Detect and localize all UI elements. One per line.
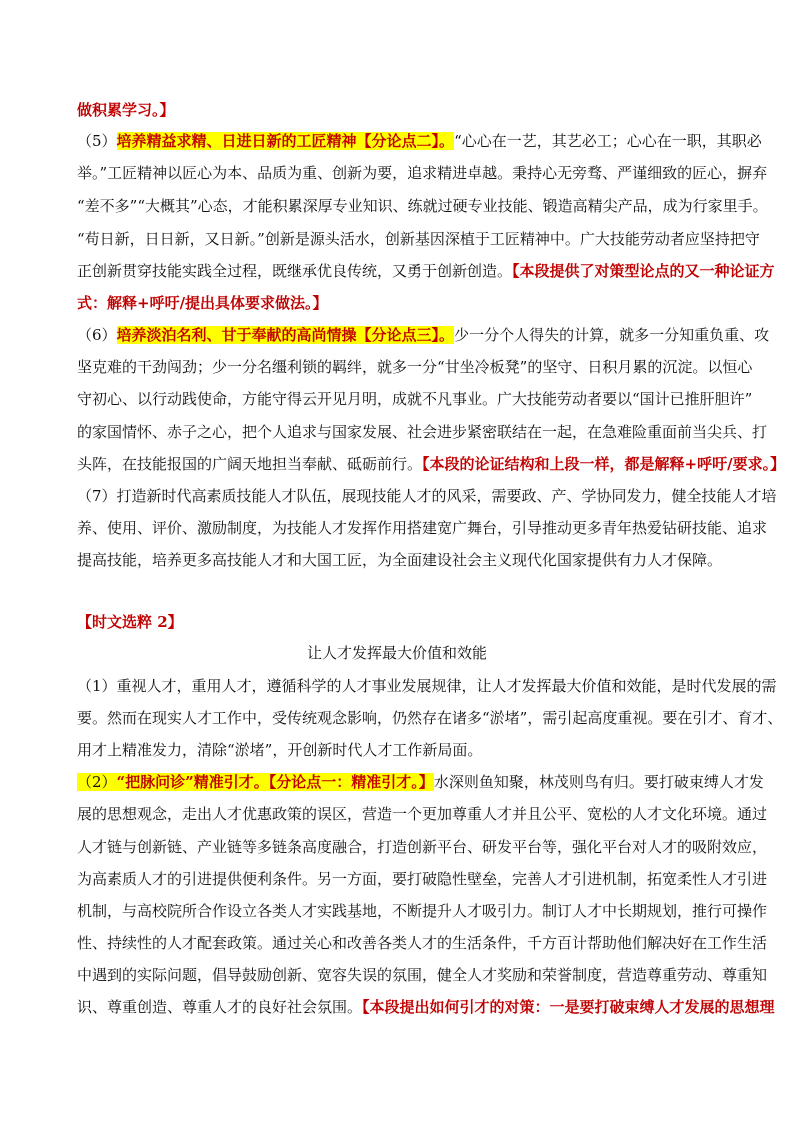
s1-line-3: 用才上精准发力，清除“淤堵”，开创新时代人才工作新局面。 <box>77 741 483 759</box>
p7-line-3: 提高技能，培养更多高技能人才和大国工匠，为全面建设社会主义现代化国家提供有力人才保障。 <box>77 551 723 569</box>
p6-line-1 <box>77 325 769 345</box>
p7-line-1: （7）打造新时代高素质技能人才队伍，展现技能人才的风采，需要政、产、学协同发力，健全技能人才培 <box>77 487 777 505</box>
p6-annotation: 【本段的论证结构和上段一样，都是解释+呼吁/要求。】 <box>422 455 786 473</box>
s2-line-6: 性、持续性的人才配套政策。通过关心和改善各类人才的生活条件，千方百计帮助他们解决好在工作生活 <box>77 934 768 952</box>
p5-number: （5） <box>77 132 117 150</box>
p5-line-5 <box>77 261 775 281</box>
p5-annotation: 【本段提供了对策型论点的又一种论证方 <box>512 262 775 280</box>
p5-line-2: 举。”工匠精神以匠心为本、品质为重、创新为要，追求精进卓越。秉持心无旁骛、严谨细致的匠心，摒弃 <box>77 164 768 182</box>
s2-number: （2） <box>77 773 117 791</box>
p7-line-2: 养、使用、评价、激励制度，为技能人才发挥作用搭建宽广舞台，引导推动更多青年热爱钻研技能、追求 <box>77 519 768 537</box>
s1-line-2: 要。然而在现实人才工作中，受传统观念影响，仍然存在诸多“淤堵”，需引起高度重视。要在引才、育才、 <box>77 709 783 727</box>
s2-line-3: 人才链与创新链、产业链等多链条高度融合，打造创新平台、研发平台等，强化平台对人才的吸附效应， <box>77 838 768 856</box>
s2-line-1 <box>77 772 764 792</box>
s1-line-1: （1）重视人才，重用人才，遵循科学的人才事业发展规律，让人才发挥最大价值和效能，是时代发展的需 <box>77 677 777 695</box>
p5-sub-argument-highlight: 培养精益求精、日进日新的工匠精神【分论点二】。 <box>116 132 455 150</box>
p5-line-5-text: 正创新贯穿技能实践全过程，既继承优良传统，又勇于创新创造。 <box>77 262 513 280</box>
p5-line-1-text: “心心在一艺，其艺必工；心心在一职，其职必 <box>454 132 762 150</box>
s2-line-8 <box>77 997 775 1017</box>
s2-line-2: 展的思想观念，走出人才优惠政策的误区，营造一个更加尊重人才并且公平、宽松的人才文化环境。通过 <box>77 805 768 823</box>
p5-line-3: “差不多”“大概其”心态，才能积累深厚专业知识、练就过硬专业技能、锻造高精尖产品，成为行家里手。 <box>77 197 768 215</box>
p6-number: （6） <box>77 326 117 344</box>
s2-line-5: 机制，与高校院所合作设立各类人才实践基地，不断提升人才吸引力。制订人才中长期规划，推行可操作 <box>77 902 768 920</box>
s2-sub-argument-highlight: “把脉问诊”精准引才。【分论点一：精准引才。】 <box>116 773 434 791</box>
s2-line-7: 中遇到的实际问题，倡导鼓励创新、宽容失误的氛围，健全人才奖励和荣誉制度，营造尊重劳动、尊重知 <box>77 966 768 984</box>
p6-line-2: 坚克难的干劲闯劲；少一分名缰利锁的羁绊，就多一分“甘坐冷板凳”的坚守、日积月累的沉淀。以恒心 <box>77 358 753 376</box>
s2-annotation: 【本段提出如何引才的对策：一是要打破束缚人才发展的思想理 <box>362 998 775 1016</box>
s2-line-1-text: 水深则鱼知聚，林茂则鸟有归。要打破束缚人才发 <box>433 773 764 791</box>
intro-note-line: 做积累学习。】 <box>77 101 175 119</box>
p6-sub-argument-highlight: 培养淡泊名利、甘于奉献的高尚情操【分论点三】。 <box>116 326 455 344</box>
p6-line-3: 守初心、以行动践使命，方能守得云开见月明，成就不凡事业。广大技能劳动者要以“国计已推肝胆许” <box>77 390 753 408</box>
p6-line-5 <box>77 454 785 474</box>
p6-line-4: 的家国情怀、赤子之心，把个人追求与国家发展、社会进步紧密联结在一起，在急难险重面前当尖兵、打 <box>77 423 768 441</box>
s2-line-8-text: 识、尊重创造、尊重人才的良好社会氛围。 <box>77 998 363 1016</box>
p5-line-4: “苟日新，日日新，又日新。”创新是源头活水，创新基因深植于工匠精神中。广大技能劳动者应坚持把守 <box>77 230 760 248</box>
section-label: 【时文选粹 2】 <box>77 613 183 631</box>
p5-annotation-cont: 式：解释+呼吁/提出具体要求做法。】 <box>77 294 328 312</box>
s2-line-4: 为高素质人才的引进提供便利条件。另一方面，要打破隐性壁垒，完善人才引进机制，拓宽柔性人才引进 <box>77 870 768 888</box>
p6-line-5-text: 头阵，在技能报国的广阔天地担当奉献、砥砺前行。 <box>77 455 423 473</box>
p6-line-1-text: 少一分个人得失的计算，就多一分知重负重、攻 <box>454 326 770 344</box>
p5-line-1 <box>77 131 762 151</box>
article-title: 让人才发挥最大价值和效能 <box>306 644 487 662</box>
